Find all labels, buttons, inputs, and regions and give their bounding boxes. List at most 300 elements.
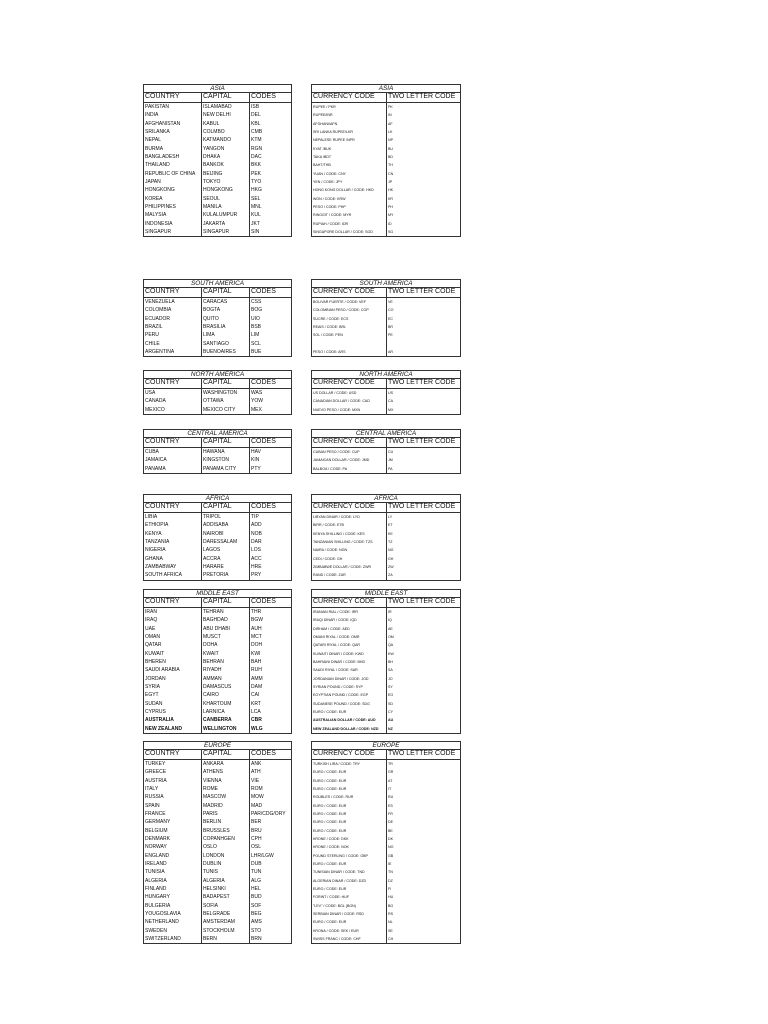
two-letter-code: PH [388,204,393,209]
table-row [144,843,291,851]
currency-name: KYAT /BUK [312,145,387,153]
table-row [312,768,460,776]
two-letter-code: SY [388,684,393,689]
table-row [312,625,460,633]
country-name: SINGAPUR [144,228,202,236]
currency-name: CUBAN PESO / CODE: CUP [312,448,387,456]
country-name: HONGKONG [144,186,202,194]
two-letter-code: SA [388,668,393,673]
capital-name: BADAPEST [202,893,250,901]
city-code: LOS [251,547,262,554]
table-row [144,818,291,826]
country-name: ZAMBABWAY [144,563,202,571]
city-code: CSS [251,299,262,305]
header-two-letter-code: TWO LETTER CODE [388,750,456,757]
capital-name: TEHRAN [202,608,250,616]
country-name: UAE [144,625,202,633]
country-name: FINLAND [144,885,202,893]
two-letter-code: ZA [388,573,393,578]
two-letter-code: VE [388,300,393,304]
city-code: CAI [251,692,260,699]
currency-table [311,370,461,415]
capital-name: SINGAPUR [202,228,250,236]
city-code: AUH [251,625,262,632]
city-code: SOF [251,902,262,909]
table-row [144,153,291,161]
city-code: ATH [251,769,261,776]
city-code: DEL [251,112,261,119]
two-letter-code: CU [388,450,394,454]
table-row [144,868,291,876]
country-name: USA [144,389,202,397]
table-row [144,103,291,111]
table-row [312,153,460,161]
currency-table [311,279,461,357]
capital-name: CAIRO [202,691,250,699]
currency-name: SRI LANKA RUPEE/LKR [312,128,387,136]
city-code: DOH [251,642,263,649]
city-code: BEG [251,910,262,917]
table-row [144,927,291,935]
country-name: DENMARK [144,835,202,843]
currency-name: EGYPTIAN POUND / CODE: EGP [312,691,387,699]
currency-name: QATARI RIYAL / CODE: QAR [312,641,387,649]
currency-name: SERBIAN DINAR / CODE: RSD [312,910,387,918]
currency-name: TANZANIAN SHILLING / CODE: TZS [312,538,387,546]
table-row [144,810,291,818]
two-letter-code: OM [388,634,394,639]
table-row [312,843,460,851]
country-table [143,589,292,734]
header-two-letter-code: TWO LETTER CODE [388,438,456,445]
table-row [144,323,291,331]
header-capital: CAPITAL [202,93,250,102]
country-name: INDONESIA [144,220,202,228]
header-codes: CODES [251,93,276,100]
capital-name: KULALUMPUR [202,211,250,219]
city-code: VIE [251,777,260,784]
two-letter-code: BG [388,903,394,908]
country-name: JORDAN [144,675,202,683]
table-row [312,691,460,699]
table-row [312,675,460,683]
table-row [312,860,460,868]
two-letter-code: ET [388,523,393,528]
capital-name: VIENNA [202,777,250,785]
two-letter-code: IQ [388,618,392,623]
two-letter-code: TN [388,870,393,875]
table-row [144,716,291,724]
country-name: BELGIUM [144,827,202,835]
city-code: MCT [251,633,262,640]
country-name: KENYA [144,530,202,538]
capital-name: KINGSTON [202,456,250,464]
header-codes: CODES [251,750,276,757]
currency-name: NAIRA / CODE: NGN [312,546,387,554]
two-letter-code: BE [388,828,393,833]
table-row [312,893,460,901]
country-name: MALYSIA [144,211,202,219]
country-name: ALGERIA [144,877,202,885]
table-header [312,750,460,760]
city-code: TIP [251,514,259,520]
capital-name: DAMASCUS [202,683,250,691]
table-row [144,935,291,943]
table-row [144,145,291,153]
country-name: SOUTH AFRICA [144,571,202,579]
header-codes: CODES [251,379,276,386]
table-row [144,918,291,926]
header-codes: CODES [251,598,276,605]
currency-name: ROUBLES / CODE: RUR [312,793,387,801]
country-name: AUSTRIA [144,777,202,785]
two-letter-code: IR [388,610,392,614]
capital-name: OTTAWA [202,397,250,405]
table-row [144,675,291,683]
table-row [312,170,460,178]
country-name: ECUADOR [144,315,202,323]
table-header [312,503,460,513]
table-row [312,530,460,538]
two-letter-code: HU [388,895,394,900]
country-name: BURMA [144,145,202,153]
two-letter-code: FR [388,811,393,816]
capital-name: HONGKONG [202,186,250,194]
table-row [312,868,460,876]
table-row [144,827,291,835]
capital-name: NEW DELHI [202,111,250,119]
table-header [144,503,291,513]
header-country: COUNTRY [144,598,202,607]
table-header [144,750,291,760]
country-name: SRILANKA [144,128,202,136]
table-row [312,777,460,785]
city-code: KWI [251,650,261,657]
two-letter-code: JP [388,179,393,184]
capital-name: BOGTA [202,306,250,314]
city-code: PAR/CDG/ORY [251,810,286,817]
country-name: COLOMBIA [144,306,202,314]
header-codes: CODES [251,438,276,445]
country-name: AUSTRALIA [144,716,202,724]
currency-table [311,741,461,944]
table-row [144,315,291,323]
capital-name: KABUL [202,120,250,128]
table-row [144,608,291,616]
table-row [312,708,460,716]
capital-name: ATHENS [202,768,250,776]
currency-name: SUDANESE POUND / CODE: SDG [312,700,387,708]
header-capital: CAPITAL [202,288,250,297]
currency-name [312,340,387,348]
header-capital: CAPITAL [202,438,250,447]
capital-name: BERLIN [202,818,250,826]
table-row [144,203,291,211]
country-name: SWEDEN [144,927,202,935]
capital-name: BELGRADE [202,910,250,918]
city-code: BRU [251,827,262,834]
capital-name: ISLAMABAD [202,103,250,111]
city-code: KIN [251,457,260,464]
header-country: COUNTRY [144,379,202,388]
table-row [312,785,460,793]
country-name: TURKEY [144,760,202,768]
city-code: CPH [251,835,262,842]
country-name: FRANCE [144,810,202,818]
country-name: JAPAN [144,178,202,186]
currency-name: EURO / CODE: EUR [312,818,387,826]
table-row [144,211,291,219]
table-row [144,563,291,571]
capital-name: AMSTERDAM [202,918,250,926]
city-code: TUN [251,869,262,876]
country-name: PAKISTAN [144,103,202,111]
currency-name: HONG KONG DOLLAR / CODE: HKD [312,186,387,194]
capital-name: BAGHDAD [202,616,250,624]
city-code: PRY [251,572,262,579]
table-row [312,195,460,203]
table-row [144,633,291,641]
table-row [144,725,291,733]
capital-name: MASCOW [202,793,250,801]
section-title: CENTRAL AMERICA [144,430,291,438]
table-row [312,136,460,144]
capital-name: DOHA [202,641,250,649]
table-row [312,513,460,521]
table-header [312,93,460,103]
country-name: THAILAND [144,161,202,169]
table-row [144,530,291,538]
table-row [144,860,291,868]
capital-name: STOCKHOLM [202,927,250,935]
city-code: MAD [251,802,263,809]
table-row [312,852,460,860]
country-name: NEPAL [144,136,202,144]
header-two-letter-code: TWO LETTER CODE [388,379,456,386]
two-letter-code: CH [388,936,394,941]
city-code: SEL [251,195,261,202]
two-letter-code: ID [388,221,392,226]
section-title: NORTH AMERICA [312,371,460,379]
table-row [144,306,291,314]
currency-name: SYRIAN POUND / CODE: SYP [312,683,387,691]
country-name: IRELAND [144,860,202,868]
capital-name: LONDON [202,852,250,860]
table-row [144,666,291,674]
capital-name: LARNICA [202,708,250,716]
city-code: CMB [251,128,263,135]
currency-name: IRANIAN RIAL / CODE: IRR [312,608,387,616]
table-row [312,315,460,323]
city-code: THR [251,609,262,615]
two-letter-code: NL [388,920,393,925]
capital-name: RIYADH [202,666,250,674]
two-letter-code: PK [388,105,393,109]
currency-name: RUPEE/INR [312,111,387,119]
currency-name: YUAN / CODE: CNY [312,170,387,178]
currency-name: RUPEE / PKR [312,103,387,111]
currency-table [311,589,461,734]
currency-name: CANADIAN DOLLAR / CODE: CAD [312,397,387,405]
table-row [144,691,291,699]
country-name: OMAN [144,633,202,641]
city-code: WAS [251,390,263,396]
table-row [312,178,460,186]
city-code: BUE [251,348,262,355]
currency-name: SOL / CODE: PEN [312,331,387,339]
table-row [312,608,460,616]
country-name: NEW ZEALAND [144,725,202,733]
city-code: HEL [251,885,261,892]
country-name: ETHIOPIA [144,521,202,529]
capital-name: SOFIA [202,902,250,910]
two-letter-code: BU [388,146,393,151]
country-name: NETHERLAND [144,918,202,926]
currency-name: AFGHANI/AFN [312,120,387,128]
table-row [144,186,291,194]
currency-name: KRONE / CODE: NOK [312,843,387,851]
city-code: RGN [251,145,263,152]
section-title: SOUTH AMERICA [312,280,460,288]
city-code: BER [251,819,262,826]
section-title: NORTH AMERICA [144,371,291,379]
city-code: TYO [251,178,262,185]
table-row [312,397,460,405]
currency-name: BAHT/THB [312,161,387,169]
header-currency-code: CURRENCY CODE [312,598,387,607]
two-letter-code: RU [388,795,394,800]
two-letter-code: AE [388,626,393,631]
capital-name: AMMAN [202,675,250,683]
country-table [143,279,292,357]
currency-name: TURKISH LIRA / CODE: TRY [312,760,387,768]
currency-name: CEDI / CODE: GH [312,555,387,563]
capital-name: BEIJING [202,170,250,178]
header-country: COUNTRY [144,750,202,759]
two-letter-code: RS [388,911,393,916]
header-capital: CAPITAL [202,379,250,388]
country-name: AFGHANISTAN [144,120,202,128]
section-title: AFRICA [312,495,460,503]
city-code: DUB [251,860,262,867]
country-name: NORWAY [144,843,202,851]
country-name: BANGLADESH [144,153,202,161]
two-letter-code: EC [388,316,393,321]
table-row [144,546,291,554]
table-row [144,777,291,785]
table-row [144,397,291,405]
header-capital: CAPITAL [202,598,250,607]
city-code: OSL [251,844,262,851]
two-letter-code: MX [388,407,394,412]
two-letter-code: ZW [388,564,394,569]
city-code: HRE [251,563,262,570]
table-row [144,708,291,716]
country-name: REPUBLIC OF CHINA [144,170,202,178]
country-name: GHANA [144,555,202,563]
two-letter-code: KE [388,531,393,536]
table-row [312,910,460,918]
capital-name: ANKARA [202,760,250,768]
currency-name: ALGERIAN DINAR / CODE: DZD [312,877,387,885]
two-letter-code: NP [388,138,393,143]
two-letter-code: SG [388,229,394,234]
header-capital: CAPITAL [202,503,250,512]
two-letter-code: IE [388,861,392,866]
table-row [312,111,460,119]
table-row [312,760,460,768]
currency-name: SINGAPORE DOLLAR / CODE: SGD [312,228,387,236]
table-row [312,228,460,236]
table-row [144,885,291,893]
two-letter-code: JM [388,458,393,463]
city-code: JKT [251,220,260,227]
table-row [144,893,291,901]
country-name: PERU [144,331,202,339]
currency-name: SUCRE / CODE: ECS [312,315,387,323]
city-code: ALG [251,877,262,884]
table-row [312,902,460,910]
country-name: SWITZERLAND [144,935,202,943]
capital-name: TRIPOL [202,513,250,521]
currency-name: DIRHAM / CODE: AED [312,625,387,633]
city-code: ANK [251,761,262,767]
capital-name: YANGON [202,145,250,153]
two-letter-code: BR [388,324,393,329]
table-row [312,145,460,153]
table-row [144,760,291,768]
capital-name: BERN [202,935,250,943]
table-row [312,521,460,529]
table-row [312,103,460,111]
currency-name: TUNISIAN DINAR / CODE: TND [312,868,387,876]
header-currency-code: CURRENCY CODE [312,503,387,512]
country-name: QATAR [144,641,202,649]
table-row [312,818,460,826]
city-code: LHR/LGW [251,852,274,859]
capital-name: DARESSALAM [202,538,250,546]
two-letter-code: FI [388,886,392,891]
table-row [312,885,460,893]
table-row [144,220,291,228]
table-row [312,456,460,464]
table-row [144,521,291,529]
two-letter-code: ES [388,803,393,808]
header-two-letter-code: TWO LETTER CODE [388,503,456,510]
table-row [312,211,460,219]
table-row [312,666,460,674]
city-code: YOW [251,398,263,405]
capital-name: PRETORIA [202,571,250,579]
city-code: DAC [251,153,262,160]
city-code: BKK [251,162,262,169]
two-letter-code: CY [388,709,393,714]
country-name: JAMAICA [144,456,202,464]
country-name: NIGERIA [144,546,202,554]
capital-name: BEHRAN [202,658,250,666]
table-row [144,389,291,397]
country-name: INDIA [144,111,202,119]
capital-name: BUENOAIRES [202,348,250,356]
currency-name: BOLIVAR FUERTE / CODE: VEF [312,298,387,306]
country-name: HUNGARY [144,893,202,901]
capital-name: JAKARTA [202,220,250,228]
two-letter-code: US [388,391,393,395]
capital-name: PARIS [202,810,250,818]
country-name: SUDAN [144,700,202,708]
table-row [144,228,291,236]
table-row [144,785,291,793]
